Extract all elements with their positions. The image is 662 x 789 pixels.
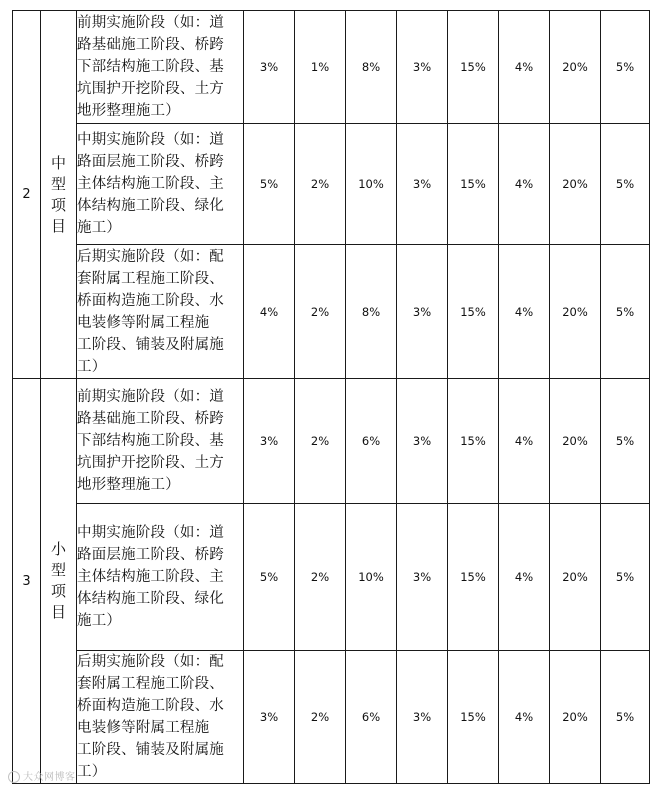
percentage-cell: 8%	[346, 245, 397, 379]
percentage-cell: 15%	[448, 124, 499, 245]
phase-description-line: 路基础施工阶段、桥跨	[77, 411, 224, 427]
table-row	[13, 651, 650, 784]
percentage-cell: 5%	[601, 11, 650, 124]
phase-description-line: 后期实施阶段（如：配	[77, 248, 224, 265]
percentage-cell: 5%	[601, 651, 650, 784]
percentage-cell: 6%	[346, 379, 397, 504]
phase-description-line: 工阶段、铺装及附属施	[77, 742, 224, 758]
project-type-label: 中型项目	[50, 153, 66, 235]
percentage-cell: 3%	[397, 651, 448, 784]
percentage-cell: 5%	[601, 124, 650, 245]
phase-description-cell	[77, 379, 244, 504]
phase-description-line: 电装修等附属工程施	[77, 314, 210, 331]
table-row	[13, 124, 650, 245]
phase-description-line: 中期实施阶段（如：道	[77, 132, 224, 148]
phase-description-line: 施工）	[77, 613, 122, 629]
fee-ratio-table	[12, 10, 650, 784]
percentage-cell: 3%	[244, 379, 295, 504]
percentage-cell: 10%	[346, 504, 397, 651]
phase-description-line: 工阶段、铺装及附属施	[77, 336, 224, 353]
percentage-cell: 3%	[397, 124, 448, 245]
table-row	[13, 379, 650, 504]
percentage-cell: 3%	[244, 11, 295, 124]
phase-description-line: 体结构施工阶段、绿化	[77, 591, 224, 607]
phase-description-line: 工）	[77, 358, 107, 375]
percentage-cell: 20%	[550, 124, 601, 245]
phase-description-line: 桥面构造施工阶段、水	[77, 292, 224, 309]
percentage-cell: 8%	[346, 11, 397, 124]
percentage-cell: 1%	[295, 11, 346, 124]
percentage-cell: 15%	[448, 245, 499, 379]
percentage-cell: 5%	[601, 379, 650, 504]
percentage-cell: 3%	[397, 379, 448, 504]
phase-description-line: 下部结构施工阶段、基	[77, 433, 224, 449]
percentage-cell: 4%	[499, 379, 550, 504]
percentage-cell: 15%	[448, 504, 499, 651]
phase-description-line: 体结构施工阶段、绿化	[77, 198, 224, 214]
phase-description-line: 路基础施工阶段、桥跨	[77, 37, 224, 53]
percentage-cell: 3%	[397, 245, 448, 379]
table-body	[13, 11, 650, 784]
table-row	[13, 504, 650, 651]
percentage-cell: 4%	[499, 11, 550, 124]
phase-description-line: 主体结构施工阶段、主	[77, 176, 224, 192]
phase-description-cell	[77, 504, 244, 651]
phase-description-line: 套附属工程施工阶段、	[77, 676, 224, 692]
phase-description-line: 电装修等附属工程施	[77, 720, 210, 736]
percentage-cell: 5%	[244, 504, 295, 651]
percentage-cell: 20%	[550, 245, 601, 379]
phase-description-line: 工）	[77, 764, 107, 780]
phase-description-cell	[77, 11, 244, 124]
percentage-cell: 4%	[499, 651, 550, 784]
phase-description-line: 前期实施阶段（如：道	[77, 15, 224, 31]
percentage-cell: 3%	[244, 651, 295, 784]
percentage-cell: 4%	[499, 245, 550, 379]
project-type-label: 小型项目	[50, 540, 66, 621]
percentage-cell: 20%	[550, 504, 601, 651]
percentage-cell: 3%	[397, 504, 448, 651]
project-type-cell	[41, 11, 77, 379]
percentage-cell: 4%	[499, 504, 550, 651]
phase-description-line: 下部结构施工阶段、基	[77, 59, 224, 75]
watermark-text: 大众网博客	[23, 772, 76, 783]
percentage-cell: 2%	[295, 504, 346, 651]
watermark-logo-icon	[8, 771, 20, 783]
phase-description-line: 施工）	[77, 220, 122, 236]
phase-description-line: 坑围护开挖阶段、土方	[77, 81, 224, 97]
project-type-cell	[41, 379, 77, 784]
percentage-cell: 4%	[244, 245, 295, 379]
percentage-cell: 5%	[601, 504, 650, 651]
percentage-cell: 2%	[295, 124, 346, 245]
phase-description-line: 地形整理施工）	[77, 103, 180, 119]
phase-description-line: 主体结构施工阶段、主	[77, 569, 224, 585]
percentage-cell: 15%	[448, 379, 499, 504]
page-top-edge	[0, 0, 662, 10]
percentage-cell: 2%	[295, 245, 346, 379]
project-number-cell: 3	[13, 379, 41, 784]
percentage-cell: 4%	[499, 124, 550, 245]
phase-description-line: 路面层施工阶段、桥跨	[77, 547, 224, 563]
percentage-cell: 15%	[448, 651, 499, 784]
project-number-cell: 2	[13, 11, 41, 379]
phase-description-line: 前期实施阶段（如：道	[77, 389, 224, 405]
percentage-cell: 6%	[346, 651, 397, 784]
phase-description-line: 坑围护开挖阶段、土方	[77, 455, 224, 471]
table-row	[13, 245, 650, 379]
percentage-cell: 2%	[295, 379, 346, 504]
percentage-cell: 20%	[550, 11, 601, 124]
percentage-cell: 20%	[550, 379, 601, 504]
watermark	[8, 768, 76, 783]
percentage-cell: 5%	[244, 124, 295, 245]
phase-description-cell	[77, 245, 244, 379]
phase-description-line: 后期实施阶段（如：配	[77, 654, 224, 670]
phase-description-line: 中期实施阶段（如：道	[77, 525, 224, 541]
percentage-cell: 3%	[397, 11, 448, 124]
phase-description-line: 路面层施工阶段、桥跨	[77, 154, 224, 170]
percentage-cell: 2%	[295, 651, 346, 784]
phase-description-line: 桥面构造施工阶段、水	[77, 698, 224, 714]
phase-description-line: 地形整理施工）	[77, 477, 180, 493]
table-row	[13, 11, 650, 124]
phase-description-line: 套附属工程施工阶段、	[77, 270, 224, 287]
phase-description-cell	[77, 651, 244, 784]
phase-description-cell	[77, 124, 244, 245]
percentage-cell: 10%	[346, 124, 397, 245]
percentage-cell: 15%	[448, 11, 499, 124]
percentage-cell: 20%	[550, 651, 601, 784]
percentage-cell: 5%	[601, 245, 650, 379]
